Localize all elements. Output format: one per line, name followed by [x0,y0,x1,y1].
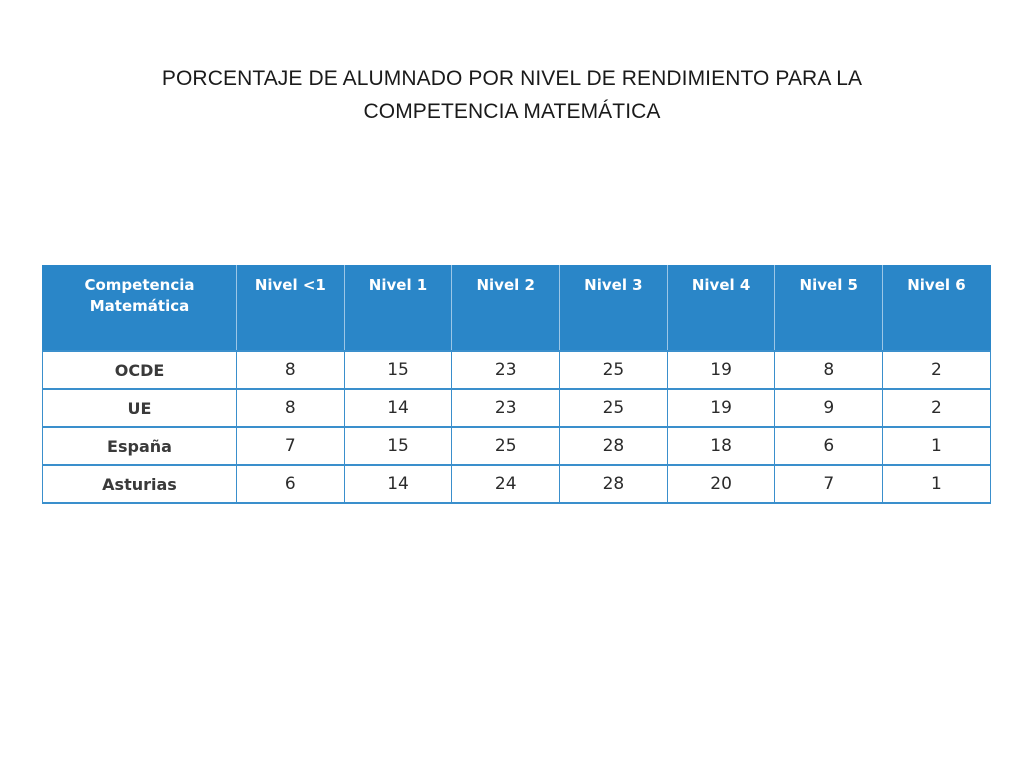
table-cell: 25 [452,427,560,465]
table-cell: 14 [344,465,452,503]
slide-title [60,62,964,128]
header-nivel-1: Nivel 1 [344,265,452,351]
table-cell: 8 [237,351,345,389]
table-cell: 1 [883,465,991,503]
row-label: OCDE [43,351,237,389]
table-body [43,351,991,503]
table-header-row [43,265,991,351]
performance-table [42,265,991,504]
header-nivel-lt1: Nivel <1 [237,265,345,351]
slide-title-line-1: PORCENTAJE DE ALUMNADO POR NIVEL DE RENDIMIENTO PARA LA [161,67,863,90]
table-cell: 25 [560,389,668,427]
table-cell: 8 [237,389,345,427]
table-cell: 7 [237,427,345,465]
table-cell: 28 [560,427,668,465]
table-cell: 6 [237,465,345,503]
table-cell: 25 [560,351,668,389]
header-nivel-5: Nivel 5 [775,265,883,351]
header-nivel-4: Nivel 4 [667,265,775,351]
table-header [43,265,991,351]
table-cell: 8 [775,351,883,389]
slide-title-line-2: COMPETENCIA MATEMÁTICA [363,100,661,123]
table-cell: 24 [452,465,560,503]
table-cell: 28 [560,465,668,503]
table-cell: 19 [667,351,775,389]
table-row [43,351,991,389]
table-cell: 2 [883,351,991,389]
table-cell: 23 [452,389,560,427]
table-row [43,427,991,465]
table-cell: 1 [883,427,991,465]
table-cell: 18 [667,427,775,465]
table-row [43,465,991,503]
table-cell: 20 [667,465,775,503]
header-competencia: Competencia Matemática [43,265,237,351]
header-nivel-3: Nivel 3 [560,265,668,351]
row-label: España [43,427,237,465]
table-cell: 14 [344,389,452,427]
table-cell: 19 [667,389,775,427]
table-cell: 23 [452,351,560,389]
header-nivel-6: Nivel 6 [883,265,991,351]
table-cell: 15 [344,351,452,389]
table-cell: 15 [344,427,452,465]
header-nivel-2: Nivel 2 [452,265,560,351]
table-cell: 6 [775,427,883,465]
row-label: UE [43,389,237,427]
table-row [43,389,991,427]
table-cell: 9 [775,389,883,427]
table-cell: 7 [775,465,883,503]
row-label: Asturias [43,465,237,503]
table-cell: 2 [883,389,991,427]
performance-table-container [42,265,990,504]
